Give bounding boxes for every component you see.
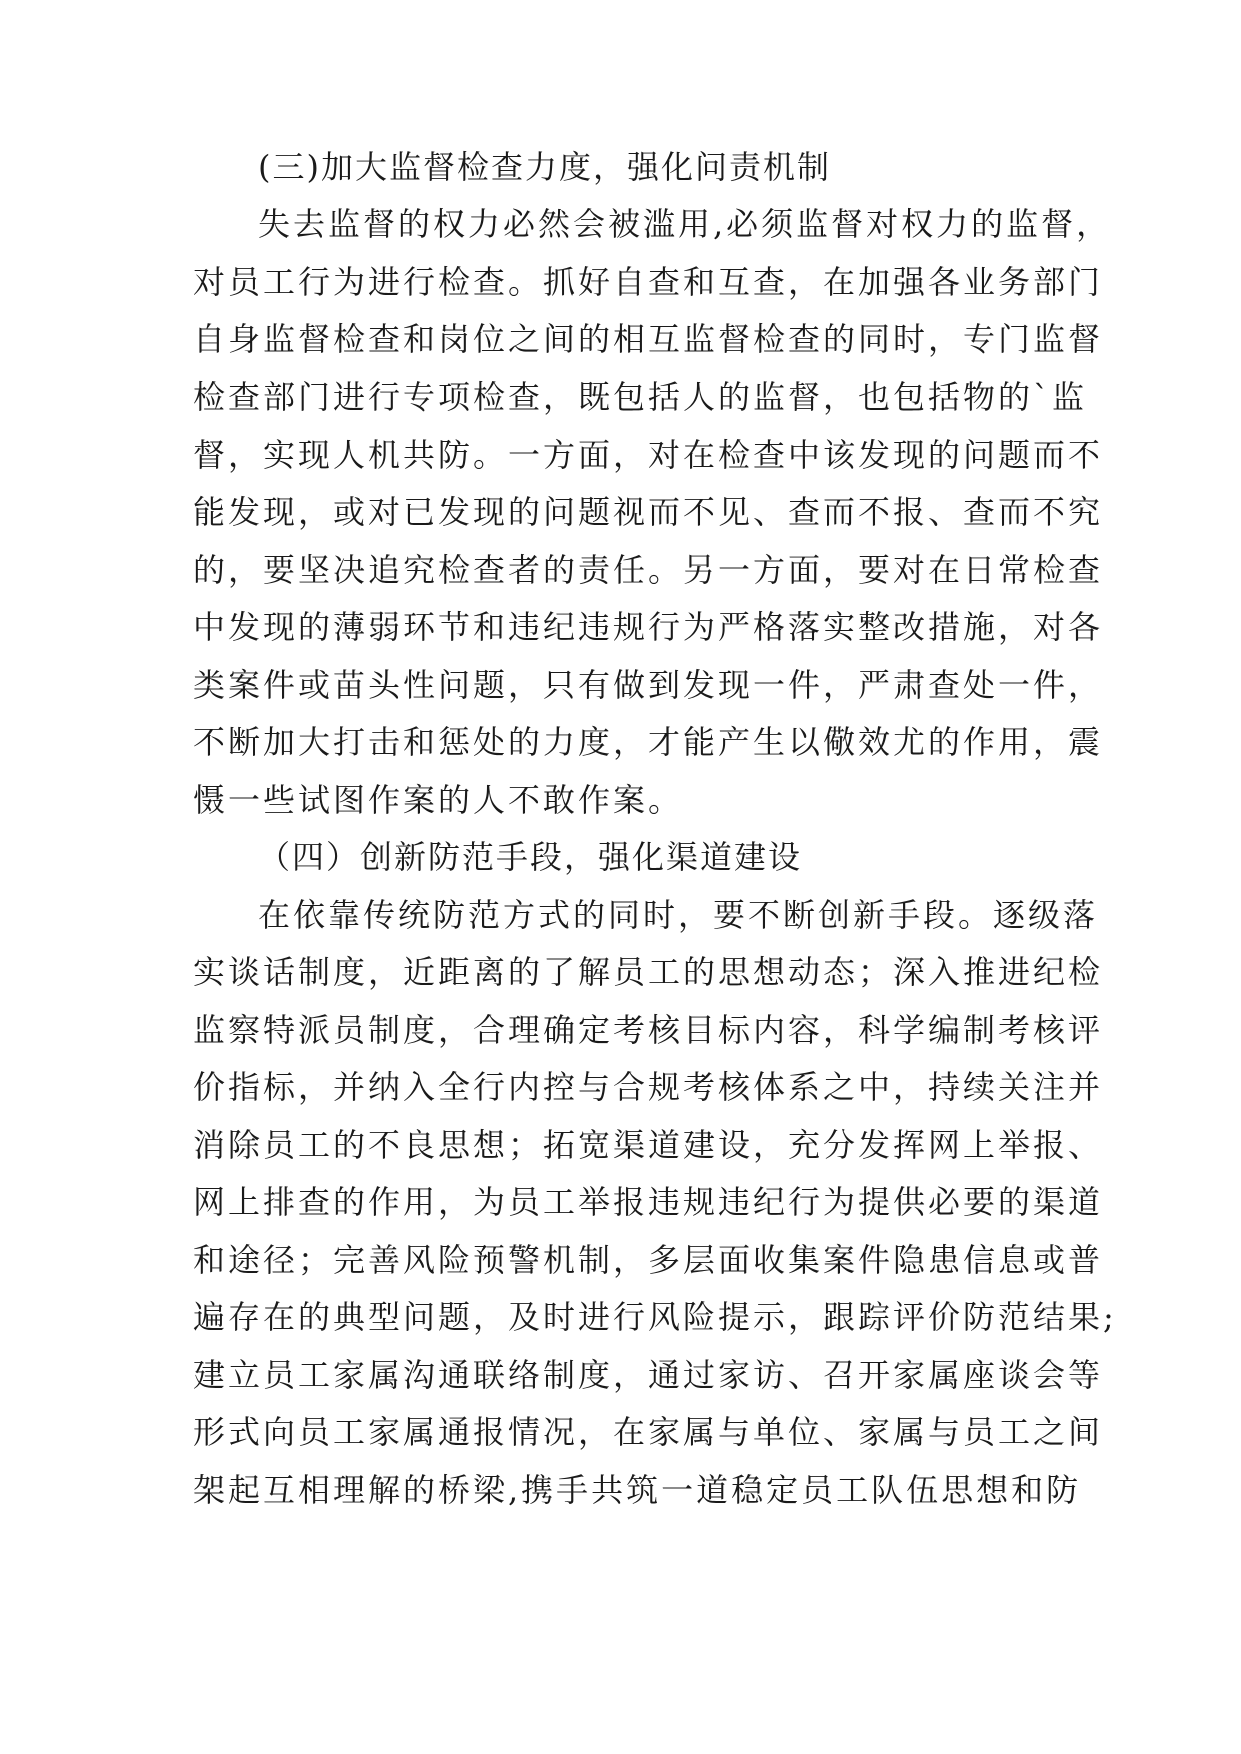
paragraph-line: 督，实现人机共防。一方面，对在检查中该发现的问题而不 (193, 436, 1104, 474)
paragraph-line: 实谈话制度，近距离的了解员工的思想动态；深入推进纪检 (193, 953, 1104, 991)
paragraph-line: 消除员工的不良思想；拓宽渠道建设，充分发挥网上举报、 (193, 1126, 1104, 1164)
paragraph-line: 对员工行为进行检查。抓好自查和互查，在加强各业务部门 (193, 263, 1104, 301)
paragraph-line: 检查部门进行专项检查，既包括人的监督，也包括物的`监 (193, 378, 1088, 416)
paragraph-line: 慑一些试图作案的人不敢作案。 (193, 781, 684, 819)
paragraph-line: 架起互相理解的桥梁,携手共筑一道稳定员工队伍思想和防 (193, 1471, 1082, 1509)
section-heading-4: （四）创新防范手段，强化渠道建设 (258, 838, 803, 876)
paragraph-line: 不断加大打击和惩处的力度，才能产生以儆效尤的作用，震 (193, 723, 1104, 761)
paragraph-line: 在依靠传统防范方式的同时，要不断创新手段。逐级落 (258, 896, 1099, 934)
paragraph-line: 网上排查的作用，为员工举报违规违纪行为提供必要的渠道 (193, 1183, 1104, 1221)
paragraph-line: 类案件或苗头性问题，只有做到发现一件，严肃查处一件， (193, 666, 1104, 704)
paragraph-line: 价指标，并纳入全行内控与合规考核体系之中，持续关注并 (193, 1068, 1104, 1106)
paragraph-line: 能发现，或对已发现的问题视而不见、查而不报、查而不究 (193, 493, 1104, 531)
paragraph-line: 的，要坚决追究检查者的责任。另一方面，要对在日常检查 (193, 551, 1104, 589)
paragraph-line: 失去监督的权力必然会被滥用,必须监督对权力的监督， (258, 205, 1112, 243)
paragraph-line: 中发现的薄弱环节和违纪违规行为严格落实整改措施，对各 (193, 608, 1104, 646)
paragraph-line: 自身监督检查和岗位之间的相互监督检查的同时，专门监督 (193, 320, 1104, 358)
section-heading-3: (三)加大监督检查力度，强化问责机制 (258, 148, 831, 186)
paragraph-line: 形式向员工家属通报情况，在家属与单位、家属与员工之间 (193, 1413, 1104, 1451)
paragraph-line: 建立员工家属沟通联络制度，通过家访、召开家属座谈会等 (193, 1356, 1104, 1394)
paragraph-line: 监察特派员制度，合理确定考核目标内容，科学编制考核评 (193, 1011, 1104, 1049)
paragraph-line: 和途径；完善风险预警机制，多层面收集案件隐患信息或普 (193, 1241, 1104, 1279)
paragraph-line: 遍存在的典型问题，及时进行风险提示，跟踪评价防范结果; (193, 1298, 1117, 1336)
